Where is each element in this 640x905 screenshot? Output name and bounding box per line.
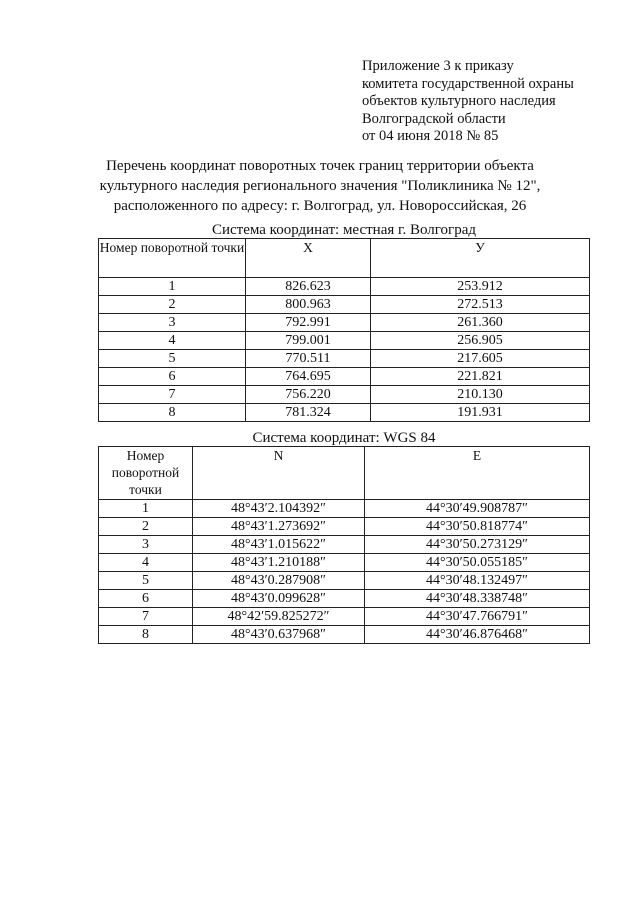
appendix-line: от 04 июня 2018 № 85	[362, 128, 499, 144]
coordinate-cell: 210.130	[371, 386, 590, 404]
document-title	[60, 156, 580, 216]
coordinate-cell: 48°43′0.287908″	[193, 572, 365, 590]
table-row	[99, 314, 590, 332]
coordinate-cell: 221.821	[371, 368, 590, 386]
table-row	[99, 518, 590, 536]
point-number-cell: 6	[99, 368, 246, 386]
table-row	[99, 278, 590, 296]
coordinate-cell: 48°43′1.210188″	[193, 554, 365, 572]
table-row	[99, 368, 590, 386]
title-line: Перечень координат поворотных точек границ территории объекта	[106, 158, 534, 174]
table-row	[99, 404, 590, 422]
coordinate-cell: 44°30′49.908787″	[365, 500, 590, 518]
table-header-row	[99, 239, 590, 278]
coordinate-cell: 44°30′48.338748″	[365, 590, 590, 608]
point-number-cell: 2	[99, 518, 193, 536]
appendix-line: объектов культурного наследия	[362, 93, 556, 109]
table-row	[99, 500, 590, 518]
coordinate-cell: 48°43′1.015622″	[193, 536, 365, 554]
coordinate-cell: 256.905	[371, 332, 590, 350]
table-row	[99, 554, 590, 572]
point-number-cell: 1	[99, 500, 193, 518]
coordinate-cell: 44°30′50.818774″	[365, 518, 590, 536]
coordinate-cell: 44°30′47.766791″	[365, 608, 590, 626]
appendix-line: Приложение 3 к приказу	[362, 58, 514, 74]
column-header-n: N	[193, 447, 365, 500]
point-number-cell: 3	[99, 536, 193, 554]
coordinate-cell: 48°43′1.273692″	[193, 518, 365, 536]
table-row	[99, 350, 590, 368]
coordinate-cell: 191.931	[371, 404, 590, 422]
coordinate-cell: 272.513	[371, 296, 590, 314]
table-row	[99, 626, 590, 644]
coordinate-cell: 253.912	[371, 278, 590, 296]
table-row	[99, 590, 590, 608]
coordinate-cell: 44°30′50.055185″	[365, 554, 590, 572]
point-number-cell: 1	[99, 278, 246, 296]
wgs-system-caption: Система координат: WGS 84	[252, 430, 436, 446]
coordinate-cell: 48°43′0.099628″	[193, 590, 365, 608]
point-number-cell: 3	[99, 314, 246, 332]
table-row	[99, 536, 590, 554]
column-header-y: У	[371, 239, 590, 278]
appendix-reference	[362, 58, 574, 146]
appendix-line: Волгоградской области	[362, 110, 506, 127]
column-header-point-number: Номер поворотной точки	[99, 447, 193, 500]
point-number-cell: 6	[99, 590, 193, 608]
coordinate-cell: 44°30′50.273129″	[365, 536, 590, 554]
point-number-cell: 4	[99, 332, 246, 350]
point-number-cell: 8	[99, 626, 193, 644]
local-coordinates-body	[99, 278, 590, 422]
coordinate-cell: 217.605	[371, 350, 590, 368]
coordinate-cell: 764.695	[246, 368, 371, 386]
coordinate-cell: 781.324	[246, 404, 371, 422]
local-coordinates-table	[98, 238, 590, 422]
coordinate-cell: 800.963	[246, 296, 371, 314]
point-number-cell: 5	[99, 350, 246, 368]
column-header-x: Х	[246, 239, 371, 278]
point-number-cell: 7	[99, 386, 246, 404]
point-number-cell: 5	[99, 572, 193, 590]
coordinate-cell: 48°43′0.637968″	[193, 626, 365, 644]
local-system-caption: Система координат: местная г. Волгоград	[211, 222, 476, 238]
point-number-cell: 7	[99, 608, 193, 626]
coordinate-cell: 44°30′48.132497″	[365, 572, 590, 590]
coordinate-cell: 799.001	[246, 332, 371, 350]
table-row	[99, 572, 590, 590]
coordinate-cell: 826.623	[246, 278, 371, 296]
table-row	[99, 608, 590, 626]
point-number-cell: 8	[99, 404, 246, 422]
column-header-e: E	[365, 447, 590, 500]
wgs-coordinates-body	[99, 500, 590, 644]
coordinate-cell: 770.511	[246, 350, 371, 368]
coordinate-cell: 792.991	[246, 314, 371, 332]
coordinate-cell: 261.360	[371, 314, 590, 332]
appendix-line: комитета государственной охраны	[362, 75, 574, 92]
table-row	[99, 296, 590, 314]
coordinate-cell: 48°42′59.825272″	[193, 608, 365, 626]
coordinate-cell: 48°43′2.104392″	[193, 500, 365, 518]
table-row	[99, 332, 590, 350]
column-header-point-number: Номер поворотной точки	[99, 239, 246, 278]
point-number-cell: 4	[99, 554, 193, 572]
table-header-row	[99, 447, 590, 500]
table-row	[99, 386, 590, 404]
coordinate-cell: 44°30′46.876468″	[365, 626, 590, 644]
point-number-cell: 2	[99, 296, 246, 314]
title-line: расположенного по адресу: г. Волгоград, ул. Новороссийская, 26	[113, 198, 527, 214]
wgs-coordinates-table	[98, 446, 590, 644]
title-line: культурного наследия регионального значения "Поликлиника № 12",	[99, 178, 541, 194]
coordinate-cell: 756.220	[246, 386, 371, 404]
